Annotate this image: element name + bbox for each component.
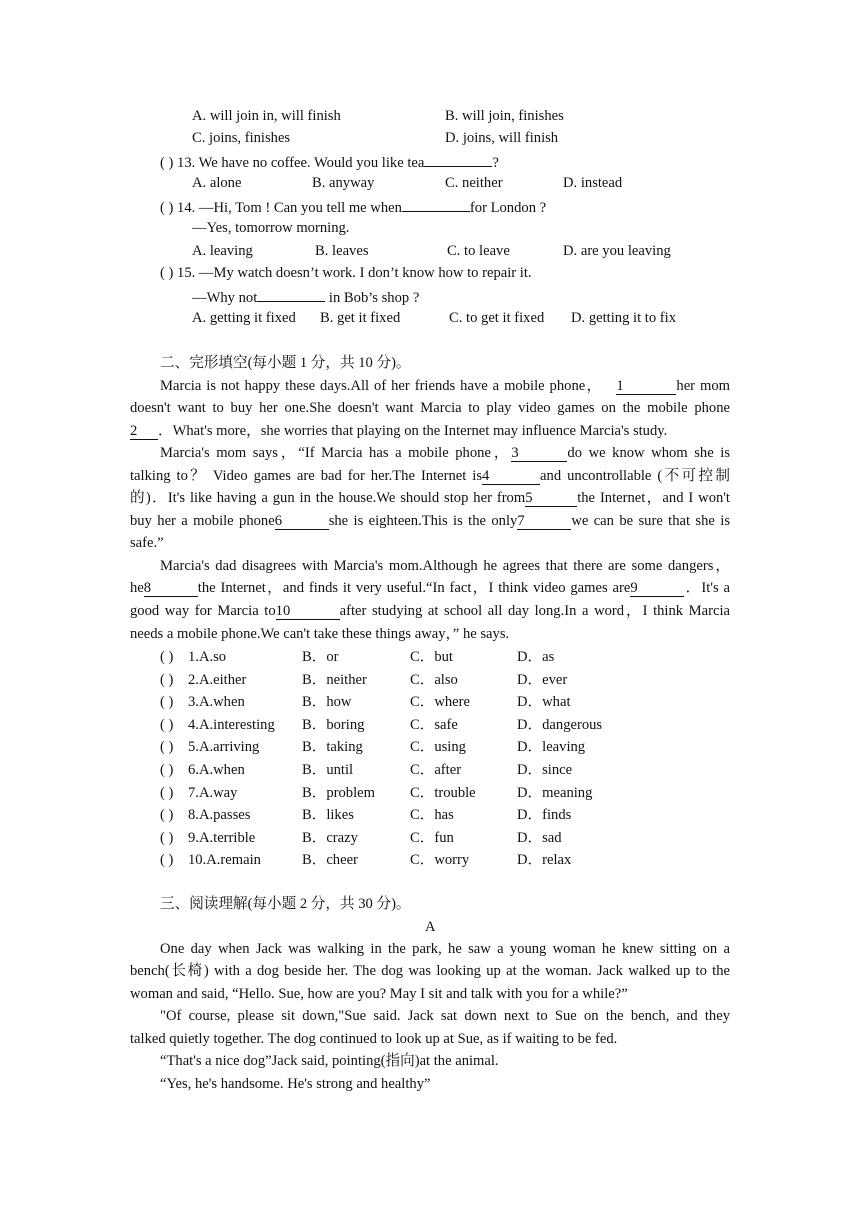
cloze-option-5-d: D．leaving (517, 739, 586, 756)
cloze-option-7-d: D．meaning (517, 784, 593, 801)
q15-reply-text: —Why not (192, 290, 258, 306)
reading-p4: “Yes, he's handsome. He's strong and healthy” (160, 1076, 431, 1092)
cloze-option-4-d: D．dangerous (517, 716, 603, 733)
q13-stem-end: ? (492, 155, 499, 171)
cloze-option-6-a: 6.A.when (188, 762, 245, 778)
cloze-text: buy her a mobile phone (130, 513, 275, 529)
q15-reply (192, 287, 419, 307)
cloze-option-5-b: B．taking (302, 739, 363, 756)
reading-p2-line2: talked quietly together. The dog continued to look up at Sue, as if waiting to be fed. (130, 1031, 618, 1047)
cloze-p1-line1 (160, 377, 730, 395)
cloze-option-6-c: C．after (410, 762, 462, 778)
cloze-blank-6: 6 (275, 514, 329, 530)
cloze-text: 的)．It's like having a gun in the house.We should stop her from (130, 490, 526, 506)
cloze-option-10-c: C．worry (410, 852, 470, 869)
q13-stem (160, 152, 499, 172)
cloze-option-3-d: D．what (517, 694, 571, 711)
cloze-option-1-paren: ( ) (160, 649, 174, 665)
cloze-option-1-d: D．as (517, 649, 555, 665)
answer-paren: ( ) (160, 200, 174, 216)
cloze-blank-4: 4 (482, 469, 540, 485)
cloze-text: good way for Marcia to (130, 603, 276, 619)
q13-option-a: A. alone (192, 175, 242, 191)
cloze-p3-line1: Marcia's dad disagrees with Marcia's mom.Although he agrees that there are some dangers， (160, 558, 730, 574)
cloze-p2-line5: safe.” (130, 535, 164, 551)
cloze-text: after studying at school all day long.In a word，I think Marcia (339, 603, 730, 619)
q14-stem-text: 14. —Hi, Tom ! Can you tell me when (177, 200, 402, 216)
cloze-text: she is eighteen.This is the only (328, 513, 518, 529)
passage-label: A (425, 919, 436, 935)
q15-reply-end: in Bob’s shop ? (325, 290, 420, 306)
cloze-text: ．It's a (684, 580, 730, 596)
q13-blank (424, 152, 492, 167)
cloze-blank-8: 8 (144, 581, 198, 597)
q13-option-c: C. neither (445, 175, 503, 191)
cloze-option-7-b: B．problem (302, 784, 375, 801)
cloze-blank-7: 7 (517, 514, 571, 530)
cloze-option-6-b: B．until (302, 762, 354, 778)
cloze-text: Marcia is not happy these days.All of her friends have a mobile phone， (160, 378, 603, 394)
q15-stem (160, 264, 532, 282)
cloze-option-4-c: C．safe (410, 716, 458, 733)
cloze-option-8-d: D．finds (517, 807, 572, 824)
q12-option-d: D. joins, will finish (445, 130, 559, 146)
cloze-blank-2: 2 (130, 424, 158, 440)
q14-option-d: D. are you leaving (563, 243, 671, 259)
cloze-option-9-a: 9.A.terrible (188, 829, 256, 846)
cloze-option-10-b: B．cheer (302, 852, 358, 869)
reading-p1-line3: woman and said, “Hello. Sue, how are you? May I sit and talk with you for a while?” (130, 986, 628, 1002)
cloze-text: ．What's more，she worries that playing on the Internet may influence Marcia's study. (158, 423, 668, 439)
cloze-text: and uncontrollable (不可控制 (540, 468, 730, 484)
cloze-option-1-c: C．but (410, 649, 453, 665)
q15-option-b: B. get it fixed (320, 310, 401, 326)
cloze-option-5-paren: ( ) (160, 739, 174, 756)
cloze-option-5-c: C．using (410, 739, 466, 756)
cloze-option-10-d: D．relax (517, 852, 572, 869)
cloze-text: Marcia's mom says，“If Marcia has a mobile phone， (160, 445, 512, 461)
q14-stem (160, 197, 546, 217)
cloze-option-3-a: 3.A.when (188, 694, 245, 711)
q15-option-c: C. to get it fixed (449, 310, 545, 326)
cloze-option-1-a: 1.A.so (188, 649, 227, 665)
cloze-option-8-paren: ( ) (160, 807, 174, 824)
q15-stem-text: 15. —My watch doesn’t work. I don’t know how to repair it. (177, 265, 532, 281)
cloze-option-7-paren: ( ) (160, 784, 174, 801)
cloze-text: her mom (676, 378, 730, 394)
cloze-option-8-a: 8.A.passes (188, 807, 251, 824)
cloze-option-2-a: 2.A.either (188, 671, 247, 688)
q14-option-b: B. leaves (315, 243, 369, 259)
answer-paren: ( ) (160, 155, 174, 171)
cloze-text: he (130, 580, 144, 596)
reading-p1-line2: bench(长椅) with a dog beside her. The dog was looking up at the woman. Jack walked up to the (130, 963, 730, 979)
q12-option-c: C. joins, finishes (192, 130, 291, 146)
q13-option-b: B. anyway (312, 175, 375, 191)
cloze-option-6-paren: ( ) (160, 762, 174, 778)
q14-option-c: C. to leave (447, 243, 510, 259)
cloze-option-9-c: C．fun (410, 829, 454, 846)
cloze-p1-line3 (130, 422, 667, 440)
cloze-option-3-b: B．how (302, 694, 352, 711)
cloze-blank-3: 3 (511, 446, 567, 462)
section3-heading: 三、阅读理解(每小题 2 分，共 30 分)。 (160, 896, 411, 912)
cloze-p2-line4 (130, 512, 730, 530)
cloze-text: we can be sure that she is (571, 513, 730, 529)
cloze-blank-5: 5 (525, 491, 577, 507)
section2-heading: 二、完形填空(每小题 1 分，共 10 分)。 (160, 355, 411, 371)
cloze-p3-line4: needs a mobile phone.We can't take these things away，” he says. (130, 626, 510, 642)
reading-p3: “That's a nice dog”Jack said, pointing(指向)at the animal. (160, 1053, 499, 1069)
q15-option-a: A. getting it fixed (192, 310, 296, 326)
cloze-option-7-c: C．trouble (410, 784, 476, 801)
cloze-p2-line3 (130, 489, 730, 507)
cloze-text: talking to？ Video games are bad for her.The Internet is (130, 468, 483, 484)
cloze-option-4-b: B．boring (302, 716, 365, 733)
cloze-option-2-b: B．neither (302, 671, 367, 688)
cloze-option-2-c: C．also (410, 671, 458, 688)
cloze-p3-line2 (130, 579, 730, 597)
cloze-option-10-paren: ( ) (160, 852, 174, 869)
q12-option-b: B. will join, finishes (445, 108, 564, 124)
cloze-option-9-b: B．crazy (302, 829, 358, 846)
q13-stem-text: 13. We have no coffee. Would you like tea (177, 155, 425, 171)
q12-option-a: A. will join in, will finish (192, 108, 341, 124)
cloze-blank-9: 9 (630, 581, 684, 597)
reading-p1-line1: One day when Jack was walking in the park, he saw a young woman he knew sitting on a (160, 941, 730, 957)
cloze-option-4-a: 4.A.interesting (188, 716, 275, 733)
cloze-blank-10: 10 (276, 604, 340, 620)
q13-option-d: D. instead (563, 175, 623, 191)
cloze-p2-line1 (160, 444, 730, 462)
q14-option-a: A. leaving (192, 243, 253, 259)
q14-reply: —Yes, tomorrow morning. (192, 220, 350, 236)
cloze-option-7-a: 7.A.way (188, 784, 238, 801)
cloze-option-10-a: 10.A.remain (188, 852, 261, 869)
cloze-option-8-b: B．likes (302, 807, 354, 824)
cloze-text: the Internet，and I won't (577, 490, 730, 506)
cloze-option-1-b: B．or (302, 649, 339, 665)
cloze-text: the Internet，and finds it very useful.“In fact，I think video games are (197, 580, 631, 596)
q14-blank (402, 197, 470, 212)
cloze-option-5-a: 5.A.arriving (188, 739, 260, 756)
reading-p2-line1: "Of course, please sit down,"Sue said. Jack sat down next to Sue on the bench, and they (160, 1008, 730, 1024)
cloze-option-9-paren: ( ) (160, 829, 174, 846)
q15-blank (257, 287, 325, 302)
cloze-p1-line2: doesn't want to buy her one.She doesn't want Marcia to play video games on the mobile phone (130, 400, 730, 416)
q14-stem-end: for London ? (469, 200, 547, 216)
cloze-option-2-d: D．ever (517, 671, 568, 688)
cloze-option-6-d: D．since (517, 762, 573, 778)
answer-paren: ( ) (160, 265, 174, 281)
cloze-option-3-c: C．where (410, 694, 470, 711)
cloze-p2-line2 (130, 467, 730, 485)
cloze-option-9-d: D．sad (517, 829, 562, 846)
q15-option-d: D. getting it to fix (571, 310, 676, 326)
cloze-option-3-paren: ( ) (160, 694, 174, 711)
cloze-p3-line3 (130, 602, 730, 620)
cloze-option-2-paren: ( ) (160, 671, 174, 688)
cloze-option-4-paren: ( ) (160, 716, 174, 733)
cloze-option-8-c: C．has (410, 807, 454, 824)
cloze-blank-1: 1 (616, 379, 676, 395)
cloze-text: do we know whom she is (567, 445, 730, 461)
